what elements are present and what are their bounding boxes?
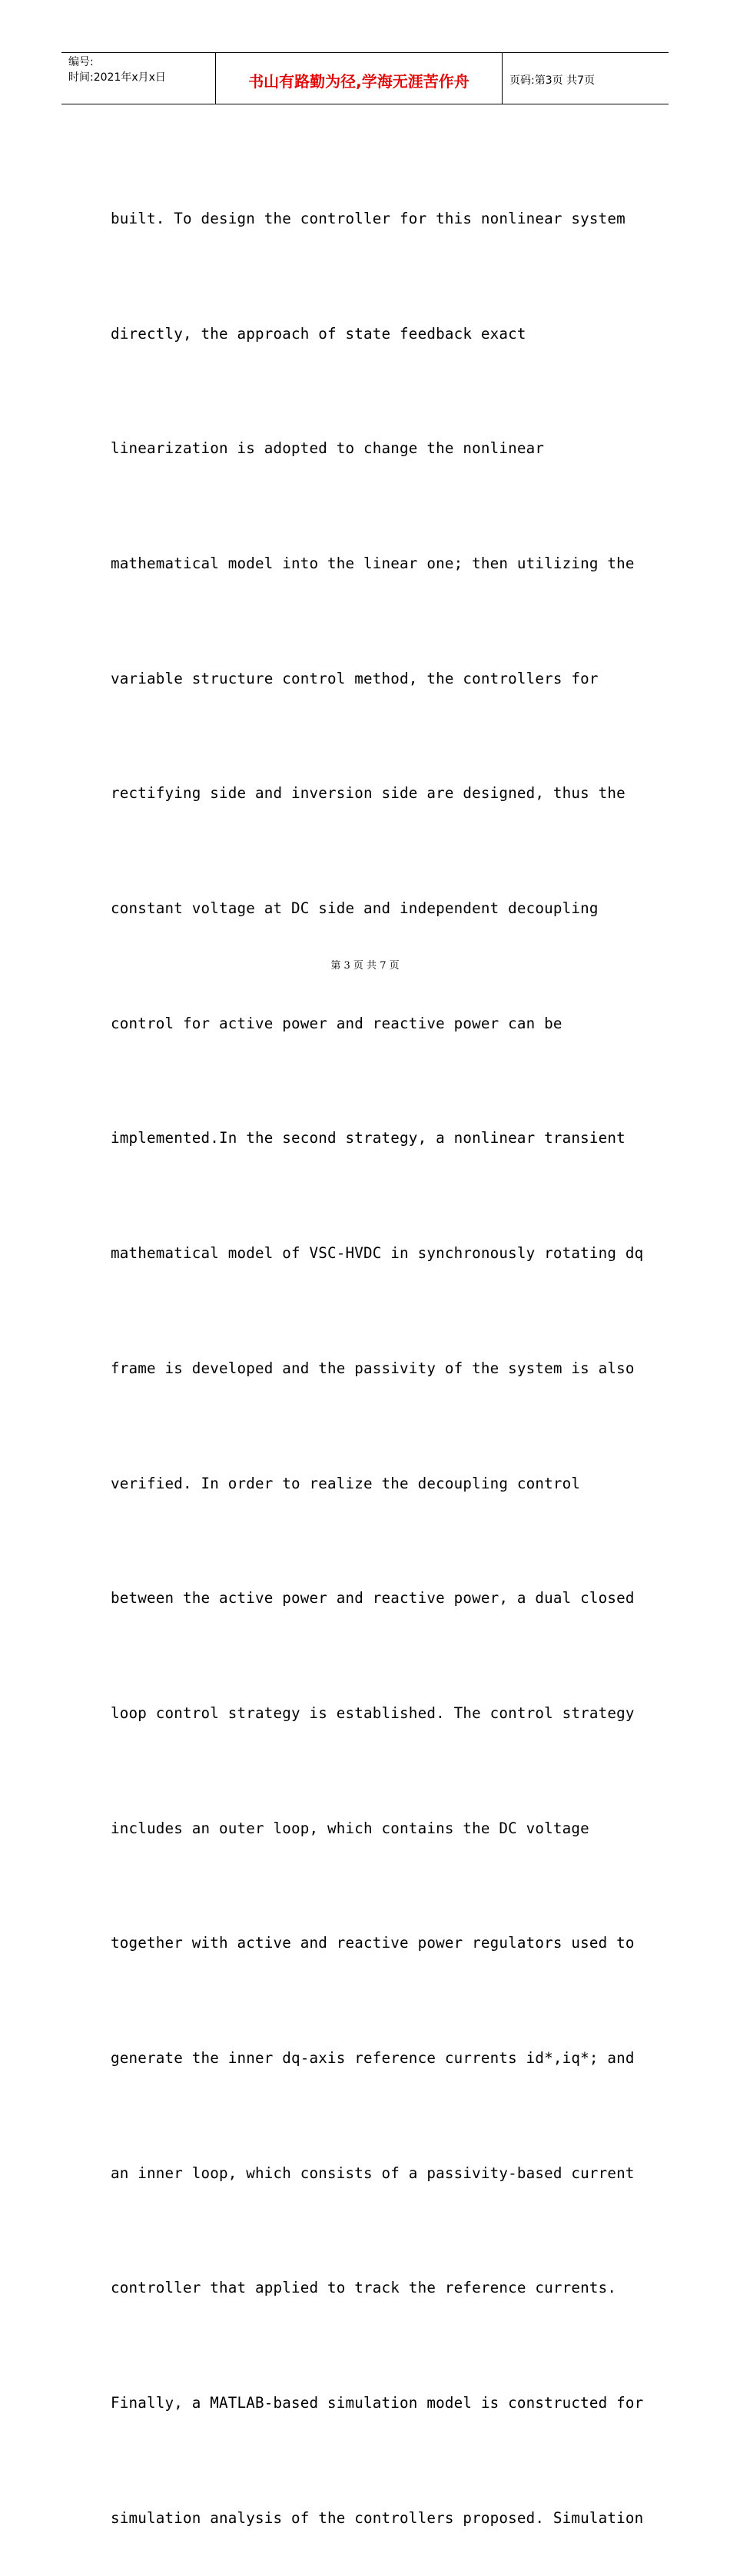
text-line: includes an outer loop, which contains the DC voltage — [111, 1819, 589, 1837]
header-left-cell — [61, 53, 216, 104]
text-line: constant voltage at DC side and independent decoupling — [111, 899, 599, 918]
header-page-info: 页码:第3页 共7页 — [509, 74, 595, 87]
text-line: between the active power and reactive power, a dual closed — [111, 1589, 635, 1608]
text-line: directly, the approach of state feedback exact — [111, 324, 526, 343]
page-footer: 第 3 页 共 7 页 — [330, 960, 400, 972]
header-motto: 书山有路勤为径,学海无涯苦作舟 — [216, 53, 503, 104]
text-line: generate the inner dq-axis reference currents id*,iq*; and — [111, 2049, 635, 2068]
text-line: rectifying side and inversion side are designed, thus the — [111, 784, 625, 803]
page-header — [61, 52, 669, 104]
text-line: verified. In order to realize the decoupling control — [111, 1474, 581, 1492]
text-line: controller that applied to track the reference currents. — [111, 2279, 617, 2297]
text-line: linearization is adopted to change the nonlinear — [111, 439, 545, 458]
text-line: frame is developed and the passivity of the system is also — [111, 1359, 635, 1377]
text-line: together with active and reactive power regulators used to — [111, 1934, 635, 1952]
text-line: mathematical model of VSC-HVDC in synchronously rotating dq — [111, 1244, 644, 1263]
text-line: loop control strategy is established. The control strategy — [111, 1704, 635, 1722]
text-line: implemented.In the second strategy, a nonlinear transient — [111, 1129, 625, 1147]
text-line: an inner loop, which consists of a passivity-based current — [111, 2164, 635, 2182]
text-line: mathematical model into the linear one; then utilizing the — [111, 554, 635, 572]
text-line: variable structure control method, the controllers for — [111, 669, 599, 687]
text-line: built. To design the controller for this nonlinear system — [111, 209, 625, 227]
text-line: control for active power and reactive power can be — [111, 1014, 562, 1032]
body-text — [111, 123, 644, 2576]
text-line: simulation analysis of the controllers proposed. Simulation — [111, 2508, 644, 2527]
document-number-label: 编号: — [68, 56, 94, 68]
text-line: Finally, a MATLAB-based simulation model is constructed for — [111, 2394, 644, 2412]
document-date-label: 时间:2021年x月x日 — [68, 71, 166, 84]
